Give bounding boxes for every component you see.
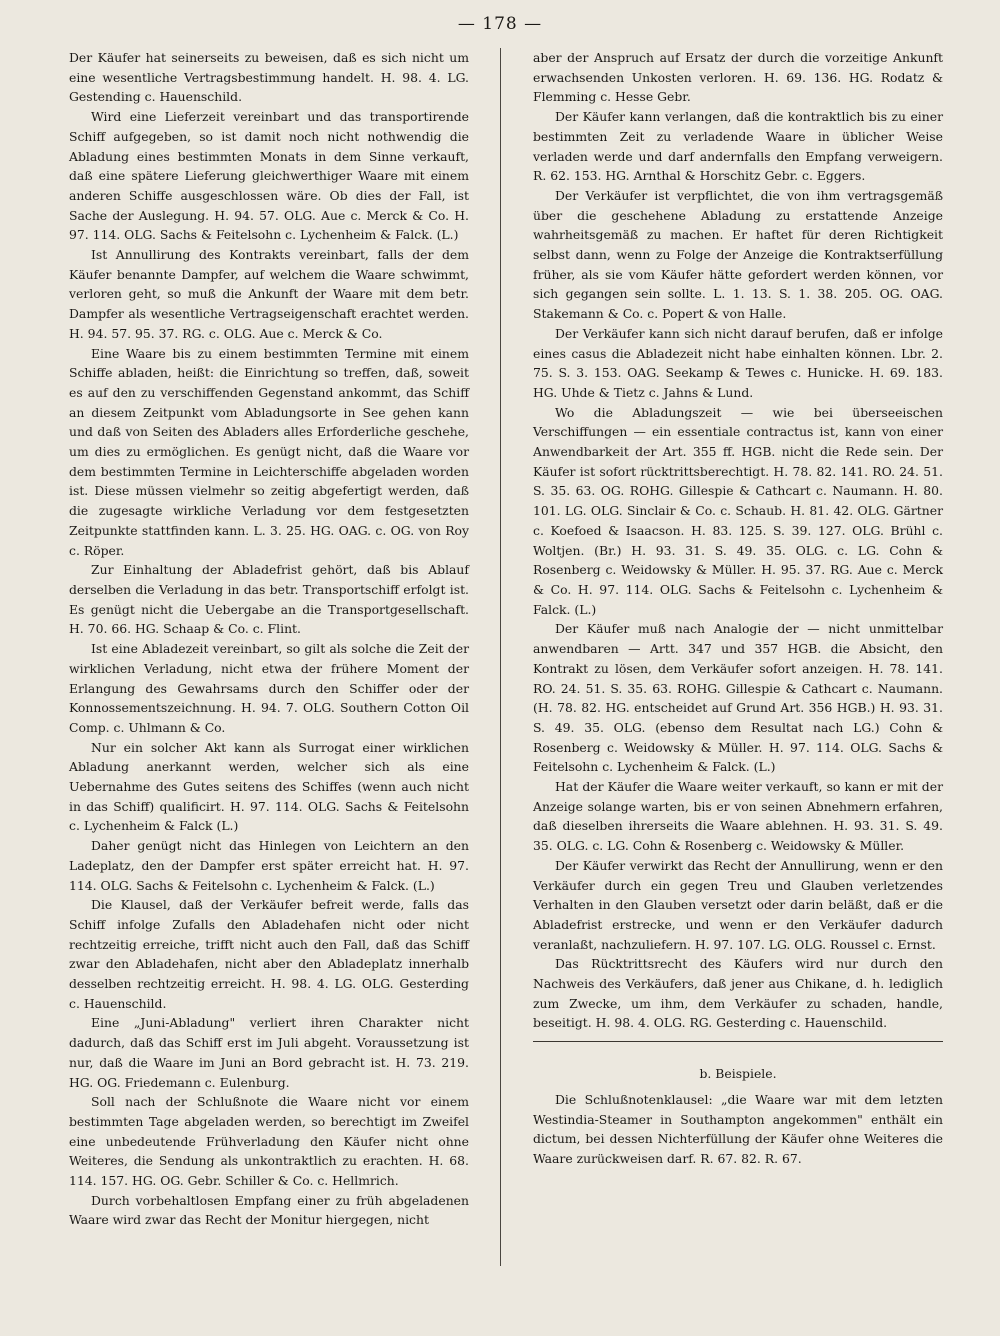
paragraph: Der Käufer kann verlangen, daß die kontraktlich bis zu einer bestimmten Zeit zu verladende Waare in üblicher Weise verladen werde und darf andernfalls den Empfang verweigern. R. 62. 153. HG. Arnthal & Horschitz Gebr. c. Eggers. [533,109,943,184]
paragraph: Hat der Käufer die Waare weiter verkauft, so kann er mit der Anzeige solange warten, bis er von seinen Abnehmern erfahren, daß dieselben ihrerseits die Waare ablehnen. H. 93. 31. S. 49. 35. OLG. c. LG. Cohn & Rosenberg c. Weidowsky & Müller. [533,779,943,854]
paragraph: Durch vorbehaltlosen Empfang einer zu früh abgeladenen Waare wird zwar das Recht der Monitur hiergegen, nicht [69,1192,469,1228]
paragraph: Das Rücktrittsrecht des Käufers wird nur durch den Nachweis des Verkäufers, daß jener aus Chikane, d. h. lediglich zum Zwecke, um ihm, dem Verkäufer zu schaden, handle, beseitigt. H. 98. 4. OLG. RG. Gesterding c. Hauenschild. [533,956,943,1031]
paragraph: Nur ein solcher Akt kann als Surrogat einer wirklichen Abladung anerkannt werden, welcher sich als eine Uebernahme des Gutes seitens des Schiffes (wenn auch nicht in das Schiff) qualificirt. H. 97. 114. OLG. Sachs & Feitelsohn c. Lychenheim & Falck (L.) [69,739,469,834]
right-column [533,48,943,1169]
paragraph: Daher genügt nicht das Hinlegen von Leichtern an den Ladeplatz, den der Dampfer erst später erreicht hat. H. 97. 114. OLG. Sachs & Feitelsohn c. Lychenheim & Falck. (L.) [69,838,469,893]
paragraph: Der Käufer muß nach Analogie der — nicht unmittelbar anwendbaren — Artt. 347 und 357 HGB. die Absicht, den Kontrakt zu lösen, dem Verkäufer sofort anzeigen. H. 78. 141. RO. 24. 51. S. 35. 63. ROHG. Gillespie & Cathcart c. Naumann. (H. 78. 82. HG. entscheidet auf Grund Art. 356 HGB.) H. 93. 31. S. 49. 35. OLG. (ebenso dem Resultat nach LG.) Cohn & Rosenberg c. Weidowsky & Müller. H. 97. 114. OLG. Sachs & Feitelsohn c. Lychenheim & Falck. (L.) [533,621,943,775]
paragraph: Der Verkäufer kann sich nicht darauf berufen, daß er infolge eines casus die Abladezeit nicht habe einhalten können. Lbr. 2. 75. S. 3. 153. OAG. Seekamp & Tewes c. Hunicke. H. 69. 183. HG. Uhde & Tietz c. Jahns & Lund. [533,325,943,400]
page-number: — 178 — [457,14,543,34]
section-rule [533,1041,943,1042]
paragraph: Zur Einhaltung der Abladefrist gehört, daß bis Ablauf derselben die Verladung in das betr. Transportschiff erfolgt ist. Es genügt nicht die Uebergabe an die Transportgesellschaft. H. 70. 66. HG. Schaap & Co. c. Flint. [69,562,469,637]
paragraph: Der Käufer verwirkt das Recht der Annullirung, wenn er den Verkäufer durch ein gegen Treu und Glauben verletzendes Verhalten in den Glauben versetzt oder darin beläßt, daß er die Abladefrist erstrecke, und wenn er den Verkäufer dadurch veranlaßt, nachzuliefern. H. 97. 107. LG. OLG. Roussel c. Ernst. [533,857,943,952]
paragraph: Ist eine Abladezeit vereinbart, so gilt als solche die Zeit der wirklichen Verladung, nicht etwa der frühere Moment der Erlangung des Gewahrsams durch den Schiffer oder der Konnossementszeichnung. H. 94. 7. OLG. Southern Cotton Oil Comp. c. Uhlmann & Co. [69,641,469,735]
paragraph: Der Käufer hat seinerseits zu beweisen, daß es sich nicht um eine wesentliche Vertragsbestimmung handelt. H. 98. 4. LG. Gestending c. Hauenschild. [69,50,469,105]
paragraph: Wo die Abladungszeit — wie bei überseeischen Verschiffungen — ein essentiale contractus ist, kann von einer Anwendbarkeit der Art. 355 ff. HGB. nicht die Rede sein. Der Käufer ist sofort rücktrittsberechtigt. H. 78. 82. 141. RO. 24. 51. S. 35. 63. OG. ROHG. Gillespie & Cathcart c. Naumann. H. 80. 101. LG. OLG. Sinclair & Co. c. Schaub. H. 81. 42. OLG. Gärtner c. Koefoed & Isaacson. H. 83. 125. S. 39. 127. OLG. Brühl c. Woltjen. (Br.) H. 93. 31. S. 49. 35. OLG. c. LG. Cohn & Rosenberg c. Weidowsky & Müller. H. 95. 37. RG. Aue c. Merck & Co. H. 97. 114. OLG. Sachs & Feitelsohn c. Lychenheim & Falck. (L.) [533,404,943,617]
section-heading: b. Beispiele. [699,1066,777,1082]
paragraph: Wird eine Lieferzeit vereinbart und das transportirende Schiff aufgegeben, so ist damit noch nicht nothwendig die Abladung eines bestimmten Monats in dem Sinne verkauft, daß eine spätere Lieferung gleichwerthiger Waare mit einem anderen Schiffe ausgeschlossen wäre. Ob dies der Fall, ist Sache der Auslegung. H. 94. 57. OLG. Aue c. Merck & Co. H. 97. 114. OLG. Sachs & Feitelsohn c. Lychenheim & Falck. (L.) [69,109,469,243]
paragraph: Eine Waare bis zu einem bestimmten Termine mit einem Schiffe abladen, heißt: die Einrichtung so treffen, daß, soweit es auf den zu verschiffenden Gegenstand ankommt, das Schiff an diesem Zeitpunkt vom Abladungsorte in See gehen kann und daß von Seiten des Abladers alles Erforderliche geschehe, um dies zu ermöglichen. Es genügt nicht, daß die Waare vor dem bestimmten Termine in Leichterschiffe abgeladen worden ist. Diese müssen vielmehr so zeitig abgefertigt werden, daß die zugesagte wirkliche Verladung vor dem festgesetzten Zeitpunkte stattfinden kann. L. 3. 25. HG. OAG. c. OG. von Roy c. Röper. [69,345,469,558]
paragraph: Die Klausel, daß der Verkäufer befreit werde, falls das Schiff infolge Zufalls den Abladehafen nicht oder nicht rechtzeitig erreiche, trifft nicht auch den Fall, daß das Schiff zwar den Abladehafen, nicht aber den Abladeplatz innerhalb desselben rechtzeitig erreicht. H. 98. 4. LG. OLG. Gesterding c. Hauenschild. [69,897,469,1011]
paragraph: Der Verkäufer ist verpflichtet, die von ihm vertragsgemäß über die geschehene Abladung zu erstattende Anzeige wahrheitsgemäß zu machen. Er haftet für deren Richtigkeit selbst dann, wenn zu Folge der Anzeige die Kontraktserfüllung früher, als sie vom Käufer hätte gefordert werden können, vor sich gegangen sein sollte. L. 1. 13. S. 1. 38. 205. OG. OAG. Stakemann & Co. c. Popert & von Halle. [533,187,943,322]
paragraph: Ist Annullirung des Kontrakts vereinbart, falls der dem Käufer benannte Dampfer, auf welchem die Waare schwimmt, verloren geht, so muß die Ankunft der Waare mit dem betr. Dampfer als wesentliche Vertragseigenschaft erachtet werden. H. 94. 57. 95. 37. RG. c. OLG. Aue c. Merck & Co. [69,247,469,341]
paragraph: Eine „Juni-Abladung" verliert ihren Charakter nicht dadurch, daß das Schiff erst im Juli abgeht. Voraussetzung ist nur, daß die Waare im Juni an Bord gebracht ist. H. 73. 219. HG. OG. Friedemann c. Eulenburg. [69,1015,469,1090]
column-divider [500,48,501,1266]
paragraph: aber der Anspruch auf Ersatz der durch die vorzeitige Ankunft erwachsenden Unkosten verloren. H. 69. 136. HG. Rodatz & Flemming c. Hesse Gebr. [533,50,943,105]
paragraph: Die Schlußnotenklausel: „die Waare war mit dem letzten Westindia-Steamer in Southampton angekommen" enthält ein dictum, bei dessen Nichterfüllung der Käufer ohne Weiteres die Waare zurückweisen darf. R. 67. 82. R. 67. [533,1091,943,1166]
paragraph: Soll nach der Schlußnote die Waare nicht vor einem bestimmten Tage abgeladen werden, so berechtigt im Zweifel eine unbedeutende Frühverladung den Käufer nicht ohne Weiteres, die Sendung als unkontraktlich zu erachten. H. 68. 114. 157. HG. OG. Gebr. Schiller & Co. c. Hellmrich. [69,1094,469,1189]
left-column [69,48,469,1230]
